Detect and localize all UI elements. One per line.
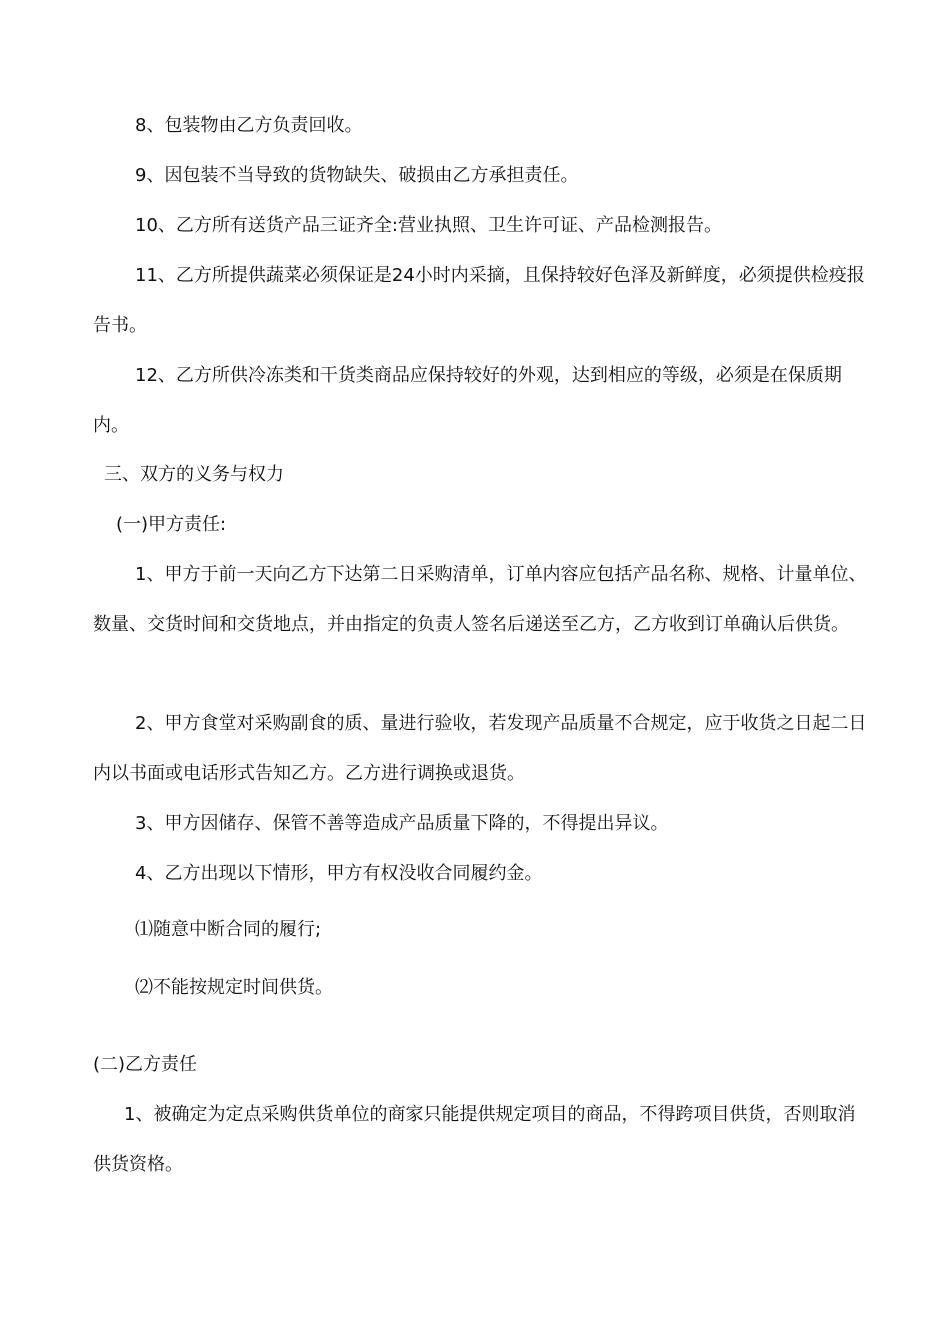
section-heading-obligations: 三、双方的义务与权力 (104, 464, 284, 485)
party-b-item-1: 1、被确定为定点采购供货单位的商家只能提供规定项目的商品，不得跨项目供货，否则取消供货资格。 (93, 1104, 856, 1175)
paragraph-item-11: 11、乙方所提供蔬菜必须保证是24小时内采摘，且保持较好色泽及新鲜度，必须提供检疫报告书。 (93, 265, 865, 336)
party-a-item-4-sub-2: ⑵不能按规定时间供货。 (135, 977, 333, 998)
paragraph-item-12: 12、乙方所供冷冻类和干货类商品应保持较好的外观，达到相应的等级，必须是在保质期内。 (93, 365, 842, 436)
party-a-item-1: 1、甲方于前一天向乙方下达第二日采购清单，订单内容应包括产品名称、规格、计量单位、数量、交货时间和交货地点，并由指定的负责人签名后递送至乙方，乙方收到订单确认后供货。 (93, 564, 867, 635)
paragraph-item-9: 9、因包装不当导致的货物缺失、破损由乙方承担责任。 (135, 165, 579, 186)
paragraph-item-10: 10、乙方所有送货产品三证齐全:营业执照、卫生许可证、产品检测报告。 (135, 215, 722, 236)
paragraph-item-8: 8、包装物由乙方负责回收。 (135, 115, 363, 136)
party-a-item-4-sub-1: ⑴随意中断合同的履行; (135, 919, 322, 940)
party-a-item-4: 4、乙方出现以下情形，甲方有权没收合同履约金。 (135, 863, 543, 884)
subsection-heading-party-a: (一)甲方责任: (116, 514, 227, 535)
party-a-item-2: 2、甲方食堂对采购副食的质、量进行验收，若发现产品质量不合规定，应于收货之日起二日内以书面或电话形式告知乙方。乙方进行调换或退货。 (93, 713, 867, 784)
party-a-item-3: 3、甲方因储存、保管不善等造成产品质量下降的，不得提出异议。 (135, 813, 669, 834)
subsection-heading-party-b: (二)乙方责任 (93, 1054, 198, 1075)
